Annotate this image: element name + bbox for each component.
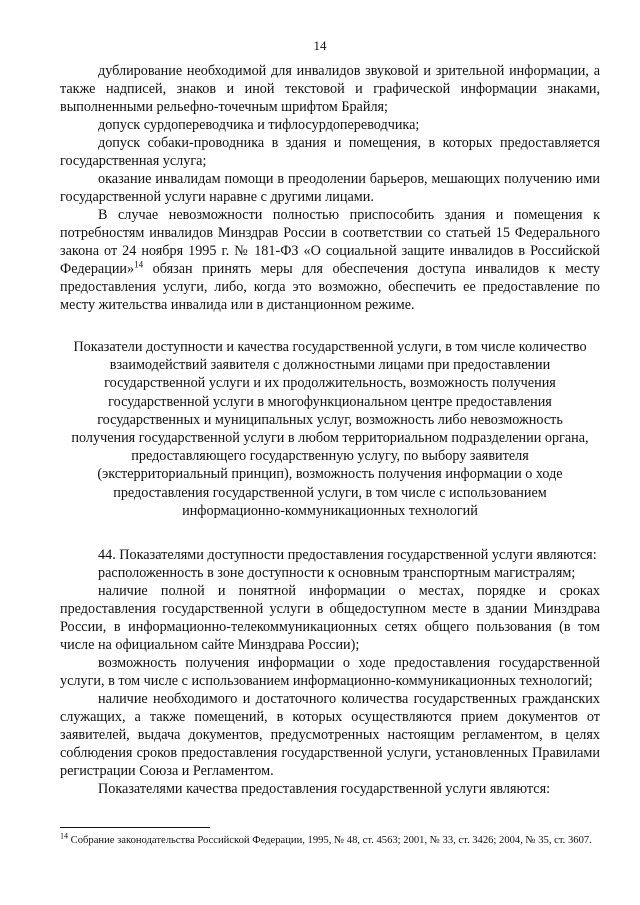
adaptation-text-end: обязан принять меры для обеспечения доступа инвалидов к месту предоставления услуги, либо, когда это возможно, обеспечить ее предоставление по месту жительства инвалида или в дистанционном режиме. (60, 261, 600, 313)
paragraph-guide-dog: допуск собаки-проводника в здания и помещения, в которых предоставляется государственная услуга; (60, 135, 600, 169)
paragraph-sign-interpreter: допуск сурдопереводчика и тифлосурдопереводчика; (98, 117, 420, 133)
paragraph-barrier-assistance: оказание инвалидам помощи в преодолении барьеров, мешающих получению ими государственной услуги наравне с другими лицами. (60, 171, 600, 205)
paragraph-braille-duplication: дублирование необходимой для инвалидов звуковой и зрительной информации, а также надписей, знаков и иной текстовой и графической информации знаками, выполненными рельефно-точечным шрифтом Брайля; (60, 63, 600, 115)
page-number: 14 (313, 38, 327, 53)
paragraph-adaptation-measures (60, 206, 600, 314)
paragraph-staff-and-premises: наличие необходимого и достаточного количества государственных гражданских служащих, а также помещений, в которых осуществляются прием документов от заявителей, выдача документов, предусмотренных настоящим регламентом, в целях соблюдения сроков предоставления государственной услуги, установленных Правилами регистрации Союза и Регламентом. (60, 691, 600, 780)
paragraph-quality-lead: Показателями качества предоставления государственной услуги являются: (98, 781, 551, 798)
paragraph-44-lead: 44. Показателями доступности предоставления государственной услуги являются: (98, 547, 597, 564)
adaptation-text-start: В случае невозможности полностью приспособить здания и помещения к потребностям инвалидов Минздрав России в соответствии со статьей 15 Федерального закона от 24 ноября 1995 г. № 181-ФЗ «О социальной защите инвалидов в Российской Федерации» (60, 207, 600, 277)
paragraph-public-information: наличие полной и понятной информации о местах, порядке и сроках предоставления государственной услуги в общедоступном месте в здании Минздрава России, в информационно-телекоммуникационных сетях общего пользования (в том числе на официальном сайте Минздрава России); (60, 583, 600, 654)
footnote (60, 831, 600, 847)
footnote-marker: 14 (60, 831, 68, 841)
section-heading: Показатели доступности и качества государственной услуги, в том числе количество взаимодействий заявителя с должностными лицами при предоставлении государственной услуги и их продолжительность, возможность получения государственной услуги в многофункциональном центре предоставления государственных и муниципальных услуг, возможность либо невозможность получения государственной услуги в любом территориальном подразделении органа, предоставляющего государственную услугу, по выбору заявителя (экстерриториальный принцип), возможность получения информации о ходе предоставления государственной услуги, в том числе с использованием информационно-коммуникационных технологий (71, 339, 589, 519)
paragraph-transport-access: расположенность в зоне доступности к основным транспортным магистралям; (98, 565, 576, 582)
footnote-separator (60, 827, 210, 828)
paragraph-progress-information: возможность получения информации о ходе предоставления государственной услуги, в том числе с использованием информационно-коммуникационных технологий; (60, 655, 600, 690)
footnote-reference: 14 (134, 259, 144, 270)
footnote-text: Собрание законодательства Российской Федерации, 1995, № 48, ст. 4563; 2001, № 33, ст. 3426; 2004, № 35, ст. 3607. (68, 835, 592, 846)
document-body (60, 62, 600, 798)
